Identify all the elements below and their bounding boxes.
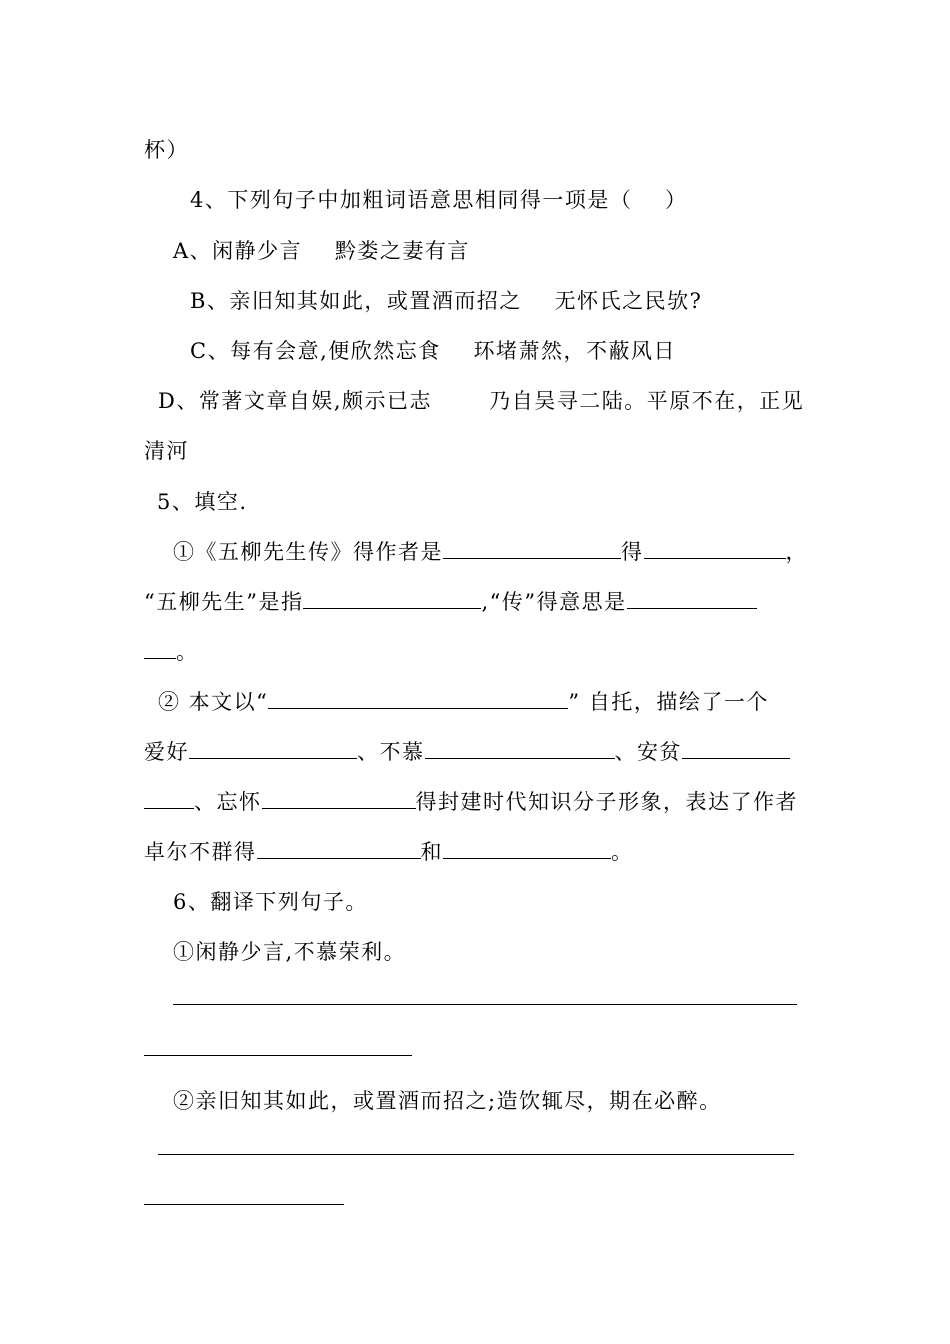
option-d: D、常著文章自娱,颇示已志 乃自吴寻二陆。平原不在，正见 [158, 389, 805, 413]
question-6: 6、翻译下列句子。 [173, 890, 368, 914]
text-segment: 、忘怀 [194, 790, 262, 814]
text-segment: 爱好 [144, 740, 189, 764]
answer-blank[interactable] [173, 984, 797, 1005]
translate-sentence-1: ①闲静少言,不慕荣利。 [173, 940, 407, 964]
text-segment: “五柳先生”是指 [144, 590, 304, 614]
text-segment: ①《五柳先生传》得作者是 [173, 540, 443, 564]
answer-blank[interactable] [144, 788, 194, 809]
option-d-continued: 清河 [144, 439, 189, 463]
fill-line-6 [144, 788, 798, 816]
answer-blank[interactable] [158, 1134, 794, 1155]
fill-line-2 [144, 588, 757, 616]
text-segment: 得 [621, 540, 644, 564]
fill-line-4 [158, 688, 769, 716]
text-segment: 得封建时代知识分子形象，表达了作者 [415, 790, 798, 814]
text-segment: 、安贫 [614, 740, 682, 764]
answer-blank[interactable] [257, 838, 421, 859]
text-segment: ” 自托，描绘了一个 [568, 690, 769, 714]
fill-line-3 [144, 638, 199, 666]
answer-blank[interactable] [144, 1035, 412, 1056]
question-5: 5、填空. [157, 490, 248, 514]
answer-blank[interactable] [144, 1184, 344, 1205]
answer-blank[interactable] [189, 738, 357, 759]
answer-blank[interactable] [262, 788, 416, 809]
option-a: A、闲静少言 黔娄之妻有言 [173, 239, 470, 263]
text-segment: ,“传”得意思是 [481, 590, 627, 614]
option-b: B、亲旧知其如此，或置酒而招之 无怀氏之民欤? [190, 289, 703, 313]
answer-blank[interactable] [144, 638, 176, 659]
answer-blank[interactable] [443, 538, 621, 559]
text-segment: ， [785, 540, 808, 564]
fill-line-7 [144, 838, 634, 866]
answer-blank[interactable] [682, 738, 790, 759]
fill-line-5 [144, 738, 790, 766]
answer-blank[interactable] [425, 738, 615, 759]
text-segment: ② 本文以“ [158, 690, 269, 714]
answer-blank[interactable] [627, 588, 757, 609]
fill-line-1 [173, 538, 808, 566]
text-segment: 。 [176, 640, 199, 664]
answer-blank[interactable] [443, 838, 611, 859]
answer-blank[interactable] [303, 588, 481, 609]
answer-blank[interactable] [268, 688, 568, 709]
option-c: C、每有会意,便欣然忘食 环堵萧然，不蔽风日 [190, 339, 676, 363]
text-line: 杯） [144, 138, 189, 162]
translate-sentence-2: ②亲旧知其如此，或置酒而招之;造饮辄尽，期在必醉。 [173, 1089, 722, 1113]
text-segment: 。 [611, 840, 634, 864]
answer-blank[interactable] [644, 538, 786, 559]
text-segment: 、不慕 [357, 740, 425, 764]
text-segment: 和 [420, 840, 443, 864]
text-segment: 卓尔不群得 [144, 840, 257, 864]
question-4: 4、下列句子中加粗词语意思相同得一项是（ ） [190, 188, 688, 212]
